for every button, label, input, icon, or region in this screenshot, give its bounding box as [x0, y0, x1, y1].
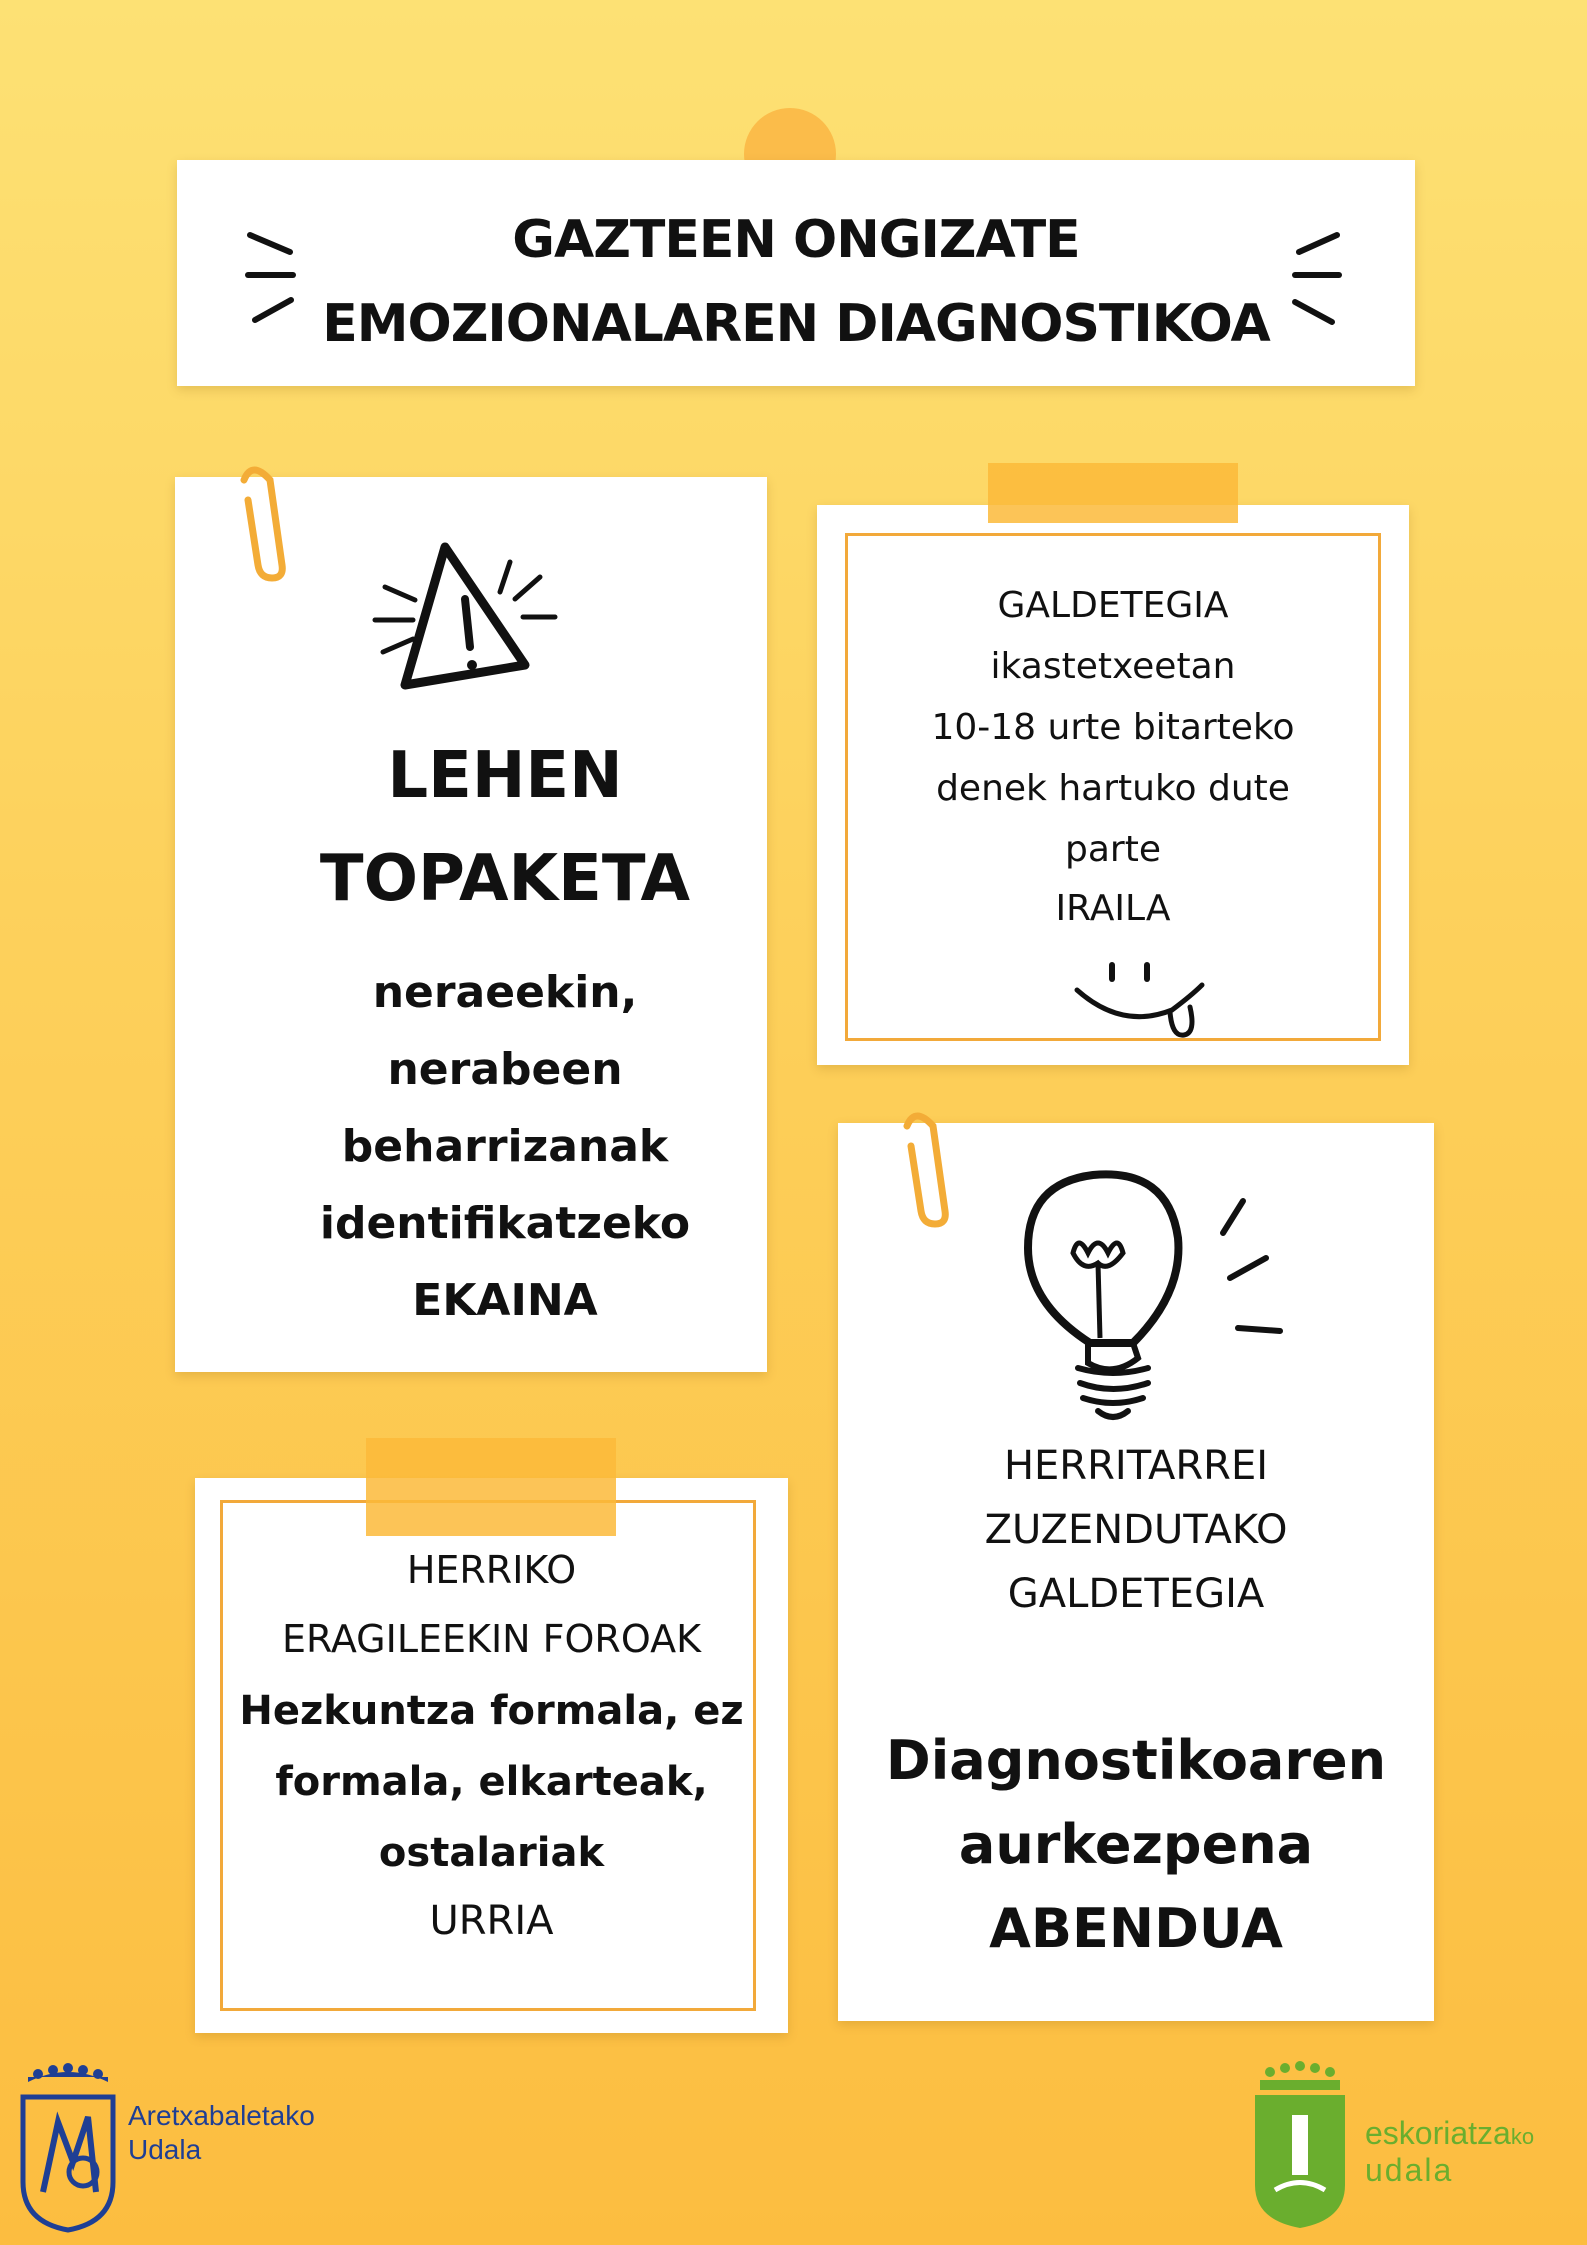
- eskoriatza-name: [1365, 2115, 1534, 2152]
- citizens-line: HERRITARREI: [1003, 1443, 1269, 1489]
- forums-month: URRIA: [429, 1898, 554, 1944]
- citizens-line: GALDETEGIA: [1007, 1571, 1265, 1617]
- forums-line: HERRIKO: [406, 1548, 577, 1592]
- presentation-line: aurkezpena: [958, 1813, 1314, 1876]
- title-card: [177, 160, 1415, 386]
- eskoriatza-name-suffix: ko: [1510, 2124, 1535, 2149]
- sparkle-right-icon: [1277, 230, 1347, 340]
- page-title-line1: GAZTEEN ONGIZATE: [512, 210, 1080, 270]
- questionnaire-line: GALDETEGIA: [997, 585, 1229, 626]
- presentation-line: Diagnostikoaren: [885, 1729, 1387, 1792]
- forums-line: ostalariak: [378, 1830, 605, 1876]
- aretxabaleta-crest-icon: [18, 2062, 118, 2232]
- first-meeting-line: neraeekin,: [372, 967, 638, 1018]
- eskoriatza-crest-icon: [1250, 2060, 1350, 2230]
- forums-line: ERAGILEEKIN FOROAK: [281, 1617, 701, 1661]
- first-meeting-line: identifikatzeko: [319, 1198, 691, 1249]
- first-meeting-line: beharrizanak: [341, 1121, 669, 1172]
- questionnaire-month: IRAILA: [1055, 888, 1171, 929]
- eskoriatza-name-main: eskoriatza: [1365, 2115, 1511, 2151]
- first-meeting-heading-1: LEHEN: [387, 739, 623, 813]
- citizens-line: ZUZENDUTAKO: [984, 1507, 1288, 1553]
- aretxabaleta-udala: Udala: [128, 2134, 202, 2165]
- questionnaire-line: ikastetxeetan: [990, 646, 1236, 687]
- questionnaire-card: [817, 505, 1409, 1065]
- aretxabaleta-logo: [18, 2062, 338, 2232]
- page-title-line2: EMOZIONALAREN DIAGNOSTIKOA: [322, 294, 1270, 354]
- forums-line: formala, elkarteak,: [275, 1759, 708, 1805]
- sparkle-left-icon: [245, 230, 315, 340]
- presentation-month: ABENDUA: [989, 1897, 1283, 1960]
- lightbulb-icon: [1008, 1163, 1288, 1463]
- paperclip-icon: [232, 460, 292, 580]
- first-meeting-heading-2: TOPAKETA: [319, 842, 691, 916]
- first-meeting-month: EKAINA: [412, 1275, 598, 1326]
- eskoriatza-logo: [1250, 2060, 1580, 2230]
- first-meeting-line: nerabeen: [387, 1044, 623, 1095]
- smiley-tongue-icon: [1072, 955, 1222, 1045]
- forums-line: Hezkuntza formala, ez: [239, 1688, 744, 1734]
- paperclip-icon: [895, 1106, 955, 1226]
- aretxabaleta-name: Aretxabaletako: [128, 2100, 315, 2131]
- tape-strip: [988, 463, 1238, 523]
- questionnaire-line: denek hartuko dute: [936, 768, 1290, 809]
- questionnaire-line: parte: [1065, 829, 1161, 870]
- citizens-card: [838, 1123, 1434, 2021]
- forums-card: [195, 1478, 788, 2033]
- first-meeting-card: [175, 477, 767, 1372]
- tape-strip: [366, 1438, 616, 1536]
- warning-triangle-icon: [375, 537, 575, 737]
- questionnaire-line: 10-18 urte bitarteko: [931, 707, 1295, 748]
- eskoriatza-udala: udala: [1365, 2152, 1454, 2188]
